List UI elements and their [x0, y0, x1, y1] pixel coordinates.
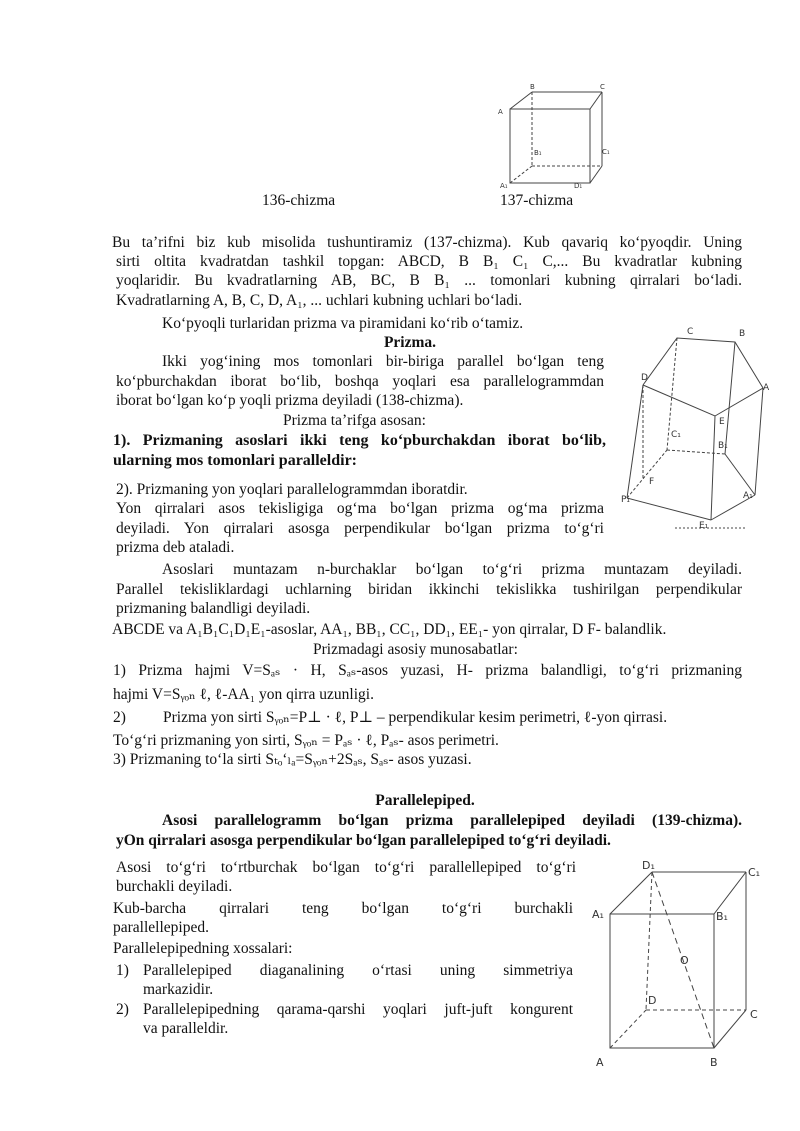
relation-3: 3) Prizmaning to‘la sirti Sₜₒ‘ₗₐ=Sᵧₒₙ+2Sₐₛ, Sₐₛ- asos yuzasi.	[113, 751, 472, 768]
relation-1-line-1: 1) Prizma hajmi V=Sₐₛ · H, Sₐₛ-asos yuzasi, H- prizma balandligi, to‘g‘ri prizmaning	[113, 662, 742, 679]
definition-1-line-2: ularning mos tomonlari paralleldir:	[113, 452, 357, 469]
heading-parallelepiped: Parallelepiped.	[375, 792, 475, 809]
fig138-label-e1: E₁	[699, 521, 709, 531]
caption-136: 136-chizma	[262, 192, 336, 209]
fig138-label-b: B	[739, 329, 746, 339]
fig137-label-d1: D₁	[574, 182, 583, 190]
figure-138-prism	[615, 320, 775, 545]
fig138-label-c1: C₁	[671, 430, 681, 440]
paragraph-cube-line-3: yoqlaridir. Bu kvadratlarning AB, BC, B B₁ ... tomonlari kubning qirralari bo‘ladi.	[116, 272, 742, 289]
fig139-label-c: C	[750, 1008, 758, 1021]
caption-137: 137-chizma	[500, 192, 574, 209]
fig139-label-d1: D₁	[642, 860, 655, 872]
property-1-number: 1)	[116, 962, 129, 979]
fig139-label-a: A	[596, 1056, 604, 1069]
fig137-label-a1: A₁	[500, 182, 508, 190]
paragraph-def-intro: Prizma ta’rifga asosan:	[283, 412, 426, 429]
property-1-line-1: Parallelepiped diaganalining o‘rtasi uning simmetriya	[143, 962, 573, 979]
fig138-label-d: D	[641, 373, 648, 383]
fig137-label-a: A	[498, 108, 503, 116]
fig139-label-b1: B₁	[716, 910, 728, 923]
figure-139-parallelepiped	[588, 860, 770, 1075]
fig138-label-c: C	[687, 327, 694, 337]
paragraph-oblique-line-3: prizma deb ataladi.	[116, 539, 235, 556]
heading-relations: Prizmadagi asosiy munosabatlar:	[313, 641, 518, 658]
paragraph-cube-def-line-1: Kub-barcha qirralari teng bo‘lgan to‘g‘ri burchakli	[113, 900, 573, 917]
fig139-label-o: O	[680, 954, 689, 967]
property-2-number: 2)	[116, 1001, 129, 1018]
paragraph-cube-def-line-2: parallellepiped.	[113, 919, 209, 936]
heading-properties: Parallelepipedning xossalari:	[113, 940, 293, 957]
fig138-label-a1: A₁	[743, 491, 753, 501]
paragraph-cube-line-1: Bu ta’rifni biz kub misolida tushuntiramiz (137-chizma). Kub qavariq ko‘pyoqdir. Uning	[112, 234, 742, 251]
paragraph-oblique-line-2: deyiladi. Yon qirralari asosga perpendikular bo‘lgan prizma to‘g‘ri	[116, 520, 604, 537]
paragraph-oblique-line-1: Yon qirralari asos tekisligiga og‘ma bo‘lgan prizma og‘ma prizma	[116, 500, 604, 517]
paragraph-prizma-def-line-2: ko‘pburchakdan iborat bo‘lib, boshqa yoqlari esa parallelogrammdan	[116, 373, 604, 390]
relation-2b: To‘g‘ri prizmaning yon sirti, Sᵧₒₙ = Pₐₛ · ℓ, Pₐₛ- asos perimetri.	[113, 732, 499, 749]
fig139-label-c1: C₁	[748, 866, 761, 879]
paragraph-intro-types: Ko‘pyoqli turlaridan prizma va piramidani ko‘rib o‘tamiz.	[162, 315, 524, 332]
fig137-label-b1: B₁	[534, 149, 542, 157]
paragraph-parallelepiped-line-1: Asosi parallelogramm bo‘lgan prizma parallelepiped deyiladi (139-chizma).	[162, 812, 742, 829]
relation-1-line-2: hajmi V=Sᵧₒₙ ℓ, ℓ-AA₁ yon qirra uzunligi.	[113, 686, 374, 703]
fig137-label-c1: C₁	[602, 148, 610, 156]
fig138-label-b1: B₁	[718, 441, 728, 451]
fig139-label-a1: A₁	[592, 908, 604, 921]
paragraph-prizma-def-line-3: iborat bo‘lgan ko‘p yoqli prizma deyiladi (138-chizma).	[116, 392, 464, 409]
paragraph-regular-line-1: Asoslari muntazam n-burchaklar bo‘lgan to‘g‘ri prizma muntazam deyiladi.	[162, 561, 742, 578]
relation-2-number: 2)	[113, 709, 126, 726]
relation-2-text: Prizma yon sirti Sᵧₒₙ=P⊥ · ℓ, P⊥ – perpendikular kesim perimetri, ℓ-yon qirrasi.	[163, 709, 668, 726]
paragraph-regular-line-3: prizmaning balandligi deyiladi.	[116, 600, 311, 617]
paragraph-elements: ABCDE va A₁B₁C₁D₁E₁-asoslar, AA₁, BB₁, CC₁, DD₁, EE₁- yon qirralar, D F- balandlik.	[112, 621, 667, 638]
paragraph-regular-line-2: Parallel tekisliklardagi uchlarning biridan ikkinchi tekislikka tushirilgan perpendikular	[116, 581, 742, 598]
fig138-label-a: A	[763, 383, 770, 393]
figure-137-cube	[496, 80, 616, 192]
paragraph-cube-line-4: Kvadratlarning A, B, C, D, A₁, ... uchlari kubning uchlari bo‘ladi.	[116, 292, 523, 309]
fig137-label-b: B	[530, 83, 535, 91]
heading-prizma: Prizma.	[383, 334, 437, 351]
fig138-label-f: F	[649, 477, 655, 487]
paragraph-rectangular-line-2: burchakli deyiladi.	[116, 878, 233, 895]
fig139-label-b: B	[710, 1056, 718, 1069]
paragraph-prizma-def-line-1: Ikki yog‘ining mos tomonlari bir-biriga parallel bo‘lgan teng	[162, 353, 604, 370]
fig138-label-e: E	[719, 417, 725, 427]
property-2-line-2: va paralleldir.	[143, 1020, 229, 1037]
paragraph-parallelepiped-line-2: yOn qirralari asosga perpendikular bo‘lgan parallelepiped to‘g‘ri deyiladi.	[116, 832, 611, 849]
definition-1-line-1: 1). Prizmaning asoslari ikki teng ko‘pburchakdan iborat bo‘lib,	[113, 432, 606, 449]
property-1-line-2: markazidir.	[143, 981, 214, 998]
fig137-label-c: C	[600, 83, 605, 91]
property-2-line-1: Parallelepipedning qarama-qarshi yoqlari juft-juft kongurent	[143, 1001, 573, 1018]
definition-2: 2). Prizmaning yon yoqlari parallelogrammdan iboratdir.	[116, 481, 468, 498]
fig138-label-p1: P₁	[621, 495, 631, 505]
paragraph-cube-line-2: sirti oltita kvadratdan tashkil topgan: ABCD, B B₁ C₁ C,... Bu kvadratlar kubning	[116, 253, 742, 270]
paragraph-rectangular-line-1: Asosi to‘g‘ri to‘rtburchak bo‘lgan to‘g‘ri parallellepiped to‘g‘ri	[116, 859, 576, 876]
fig139-label-d: D	[648, 994, 657, 1007]
